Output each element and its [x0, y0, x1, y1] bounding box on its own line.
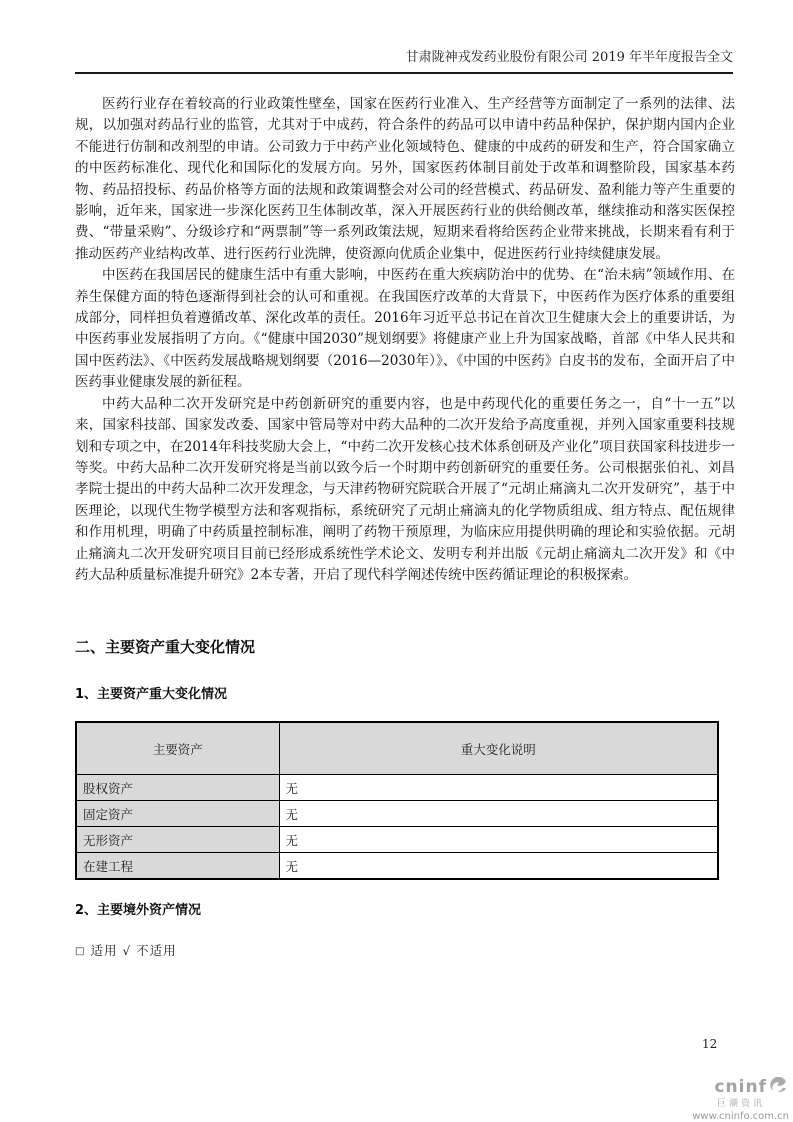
not-applicable-label: 不适用: [136, 943, 177, 958]
body-text-block: [75, 94, 735, 586]
body-paragraph-industry-policy: 医药行业存在着较高的行业政策性壁垒，国家在医药行业准入、生产经营等方面制定了一系列的法律、法规，以加强对药品行业的监管，尤其对于中成药，符合条件的药品可以申请中药品种保护，保护期内国内企业不能进行仿制和改剂型的申请。公司致力于中药产业化领域特色、健康的中成药的研发和生产，符合国家确立的中医药标准化、现代化和国际化的发展方向。另外，国家医药体制目前处于改革和调整阶段，国家基本药物、药品招投标、药品价格等方面的法规和政策调整会对公司的经营模式、药品研发、盈利能力等产生重要的影响，近年来，国家进一步深化医药卫生体制改革，深入开展医药行业的供给侧改革，继续推动和落实医保控费、“带量采购”、分级诊疗和“两票制”等一系列政策法规，短期来看将给医药企业带来挑战，长期来看有利于推动医药产业结构改革、进行医药行业洗牌，使资源向优质企业集中，促进医药行业持续健康发展。: [75, 96, 735, 262]
table-row: [76, 801, 718, 827]
row-label-equity-assets: 股权资产: [76, 775, 279, 801]
cninfo-logo: [692, 1076, 789, 1122]
report-header-title: 甘肃陇神戎发药业股份有限公司 2019 年半年度报告全文: [405, 50, 733, 65]
row-value-intangible-assets: 无: [279, 827, 718, 853]
unchecked-checkbox-icon: □: [75, 946, 86, 957]
applicability-line: [75, 941, 177, 959]
row-label-fixed-assets: 固定资产: [76, 801, 279, 827]
cninfo-logo-top-row: [692, 1076, 789, 1098]
row-value-equity-assets: 无: [279, 775, 718, 801]
applicable-label: 适用: [90, 943, 118, 958]
cninfo-chinese-name: 巨潮资讯: [716, 1099, 765, 1109]
subsection-heading-asset-changes: 1、主要资产重大变化情况: [75, 687, 228, 702]
page-number: 12: [702, 1037, 718, 1051]
check-mark-icon: √: [122, 944, 132, 958]
row-label-construction-in-progress: 在建工程: [76, 853, 279, 880]
cninfo-swirl-icon: [768, 1076, 789, 1098]
cninfo-brand-text: cninf: [714, 1076, 767, 1097]
table-header-change-description: 重大变化说明: [279, 722, 718, 775]
asset-table-container: [75, 721, 719, 880]
table-row: [76, 775, 718, 801]
subsection-heading-overseas-assets: 2、主要境外资产情况: [75, 903, 202, 918]
asset-change-table: [75, 721, 719, 880]
row-value-construction-in-progress: 无: [279, 853, 718, 880]
table-row: [76, 827, 718, 853]
table-header-main-asset: 主要资产: [76, 722, 279, 775]
body-paragraph-secondary-development: 中药大品种二次开发研究是中药创新研究的重要内容，也是中药现代化的重要任务之一，自“十一五”以来，国家科技部、国家发改委、国家中管局等对中药大品种的二次开发给予高度重视，并列入国家重要科技规划和专项之中，在2014年科技奖励大会上，“中药二次开发核心技术体系创研及产业化”项目获国家科技进步一等奖。中药大品种二次开发研究将是当前以致今后一个时期中药创新研究的重要任务。公司根据张伯礼、刘昌孝院士提出的中药大品种二次开发理念，与天津药物研究院联合开展了“元胡止痛滴丸二次开发研究”，基于中医理论，以现代生物学模型方法和客观指标，系统研究了元胡止痛滴丸的化学物质组成、组方特点、配伍规律和作用机理，明确了中药质量控制标准，阐明了药物干预原理，为临床应用提供明确的理论和实验依据。元胡止痛滴丸二次开发研究项目目前已经形成系统性学术论文、发明专利并出版《元胡止痛滴丸二次开发》和《中药大品种质量标准提升研究》2本专著，开启了现代科学阐述传统中医药循证理论的积极探索。: [75, 395, 735, 583]
table-header-row: [76, 722, 718, 775]
cninfo-url: www.cninfo.com.cn: [692, 1111, 789, 1122]
page-header: [75, 0, 733, 74]
table-row: [76, 853, 718, 880]
row-value-fixed-assets: 无: [279, 801, 718, 827]
row-label-intangible-assets: 无形资产: [76, 827, 279, 853]
section-heading-major-asset-changes: 二、主要资产重大变化情况: [75, 638, 256, 656]
body-paragraph-tcm-influence: 中医药在我国居民的健康生活中有重大影响，中医药在重大疾病防治中的优势、在“治未病”领域作用、在养生保健方面的特色逐渐得到社会的认可和重视。在我国医疗改革的大背景下，中医药作为医疗体系的重要组成部分，同样担负着遵循改革、深化改革的责任。2016年习近平总书记在首次卫生健康大会上的重要讲话，为中医药事业发展指明了方向。《“健康中国2030”规划纲要》将健康产业上升为国家战略，首部《中华人民共和国中医药法》、《中医药发展战略规划纲要（2016—2030年）》、《中国的中医药》白皮书的发布，全面开启了中医药事业健康发展的新征程。: [75, 267, 735, 391]
